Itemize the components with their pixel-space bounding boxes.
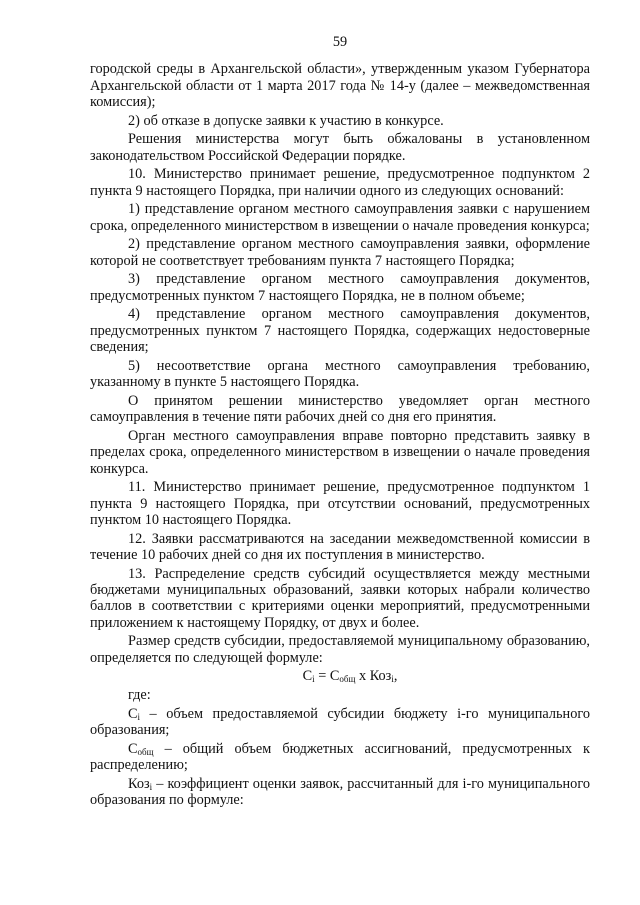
definition-text: – объем предоставляемой субсидии бюджету i-го муниципального образования; <box>90 705 590 739</box>
formula-times: х <box>355 668 370 685</box>
formula-end: , <box>393 668 398 685</box>
paragraph: Решения министерства могут быть обжалованы в установленном законодательством Российской Федерации порядке. <box>90 131 590 164</box>
paragraph: 10. Министерство принимает решение, предусмотренное подпунктом 2 пункта 9 настоящего Порядка, при наличии одного из следующих оснований: <box>90 166 590 199</box>
paragraph: 12. Заявки рассматриваются на заседании межведомственной комиссии в течение 10 рабочих дней со дня их поступления в министерство. <box>90 530 590 564</box>
definition-item <box>90 706 590 739</box>
formula-koz: Коз <box>369 668 392 685</box>
formula-koz-sub: i <box>391 674 394 685</box>
formula-total: С <box>329 668 340 685</box>
paragraph: городской среды в Архангельской области», утвержденным указом Губернатора Архангельской области от 1 марта 2017 года № 14-у (далее – межведомственная комиссия); <box>90 61 590 111</box>
definition-symbol: Коз <box>128 775 150 792</box>
definition-symbol: С <box>128 705 138 722</box>
where-label: где: <box>128 687 151 704</box>
paragraph: 5) несоответствие органа местного самоуправления требованию, указанному в пункте 5 настоящего Порядка. <box>90 357 590 391</box>
paragraph: 1) представление органом местного самоуправления заявки с нарушением срока, определенного министерством в извещении о начале проведения конкурса; <box>90 201 590 234</box>
definition-subscript: i <box>137 711 141 722</box>
paragraph: 2) представление органом местного самоуправления заявки, оформление которой не соответствует требованиям пункта 7 настоящего Порядка; <box>90 236 590 269</box>
subsidy-formula <box>90 668 590 684</box>
formula-total-sub: общ <box>339 674 356 685</box>
definition-text: – общий объем бюджетных ассигнований, предусмотренных к распределению; <box>90 740 590 774</box>
formula-eq: = <box>314 668 330 685</box>
definition-item <box>90 741 590 774</box>
definition-text: – коэффициент оценки заявок, рассчитанный для i-го муниципального образования по формуле: <box>90 775 590 809</box>
paragraph: 3) представление органом местного самоуправления документов, предусмотренных пунктом 7 настоящего Порядка, не в полном объеме; <box>90 271 590 304</box>
page-number: 59 <box>332 34 348 50</box>
formula-c: С <box>302 668 313 685</box>
paragraph: 2) об отказе в допуске заявки к участию в конкурсе. <box>128 112 444 129</box>
paragraph: 13. Распределение средств субсидий осуществляется между местными бюджетами муниципальных образований, заявки которых набрали количество баллов в соответствии с критериями оценки мероприятий, предусмотренными приложением к настоящему Порядку, от двух и более. <box>90 565 590 631</box>
definition-subscript: i <box>149 781 153 792</box>
definition-symbol: С <box>128 740 138 757</box>
document-page <box>90 34 590 811</box>
paragraph: О принятом решении министерство уведомляет орган местного самоуправления в течение пяти рабочих дней со дня его принятия. <box>90 392 590 426</box>
definition-subscript: общ <box>137 746 154 757</box>
paragraph: Орган местного самоуправления вправе повторно представить заявку в пределах срока, определенного министерством в извещении о начале проведения конкурса. <box>90 427 590 477</box>
definition-item <box>90 776 590 809</box>
paragraph: 11. Министерство принимает решение, предусмотренное подпунктом 1 пункта 9 настоящего Порядка, при отсутствии оснований, предусмотренных пунктом 10 настоящего Порядка. <box>90 479 590 529</box>
formula-definitions <box>90 706 590 809</box>
paragraph: 4) представление органом местного самоуправления документов, предусмотренных пунктом 7 настоящего Порядка, содержащих недостоверные сведения; <box>90 306 590 356</box>
body-text <box>90 61 590 666</box>
paragraph: Размер средств субсидии, предоставляемой муниципальному образованию, определяется по следующей формуле: <box>90 633 590 666</box>
formula-c-sub: i <box>312 674 315 685</box>
